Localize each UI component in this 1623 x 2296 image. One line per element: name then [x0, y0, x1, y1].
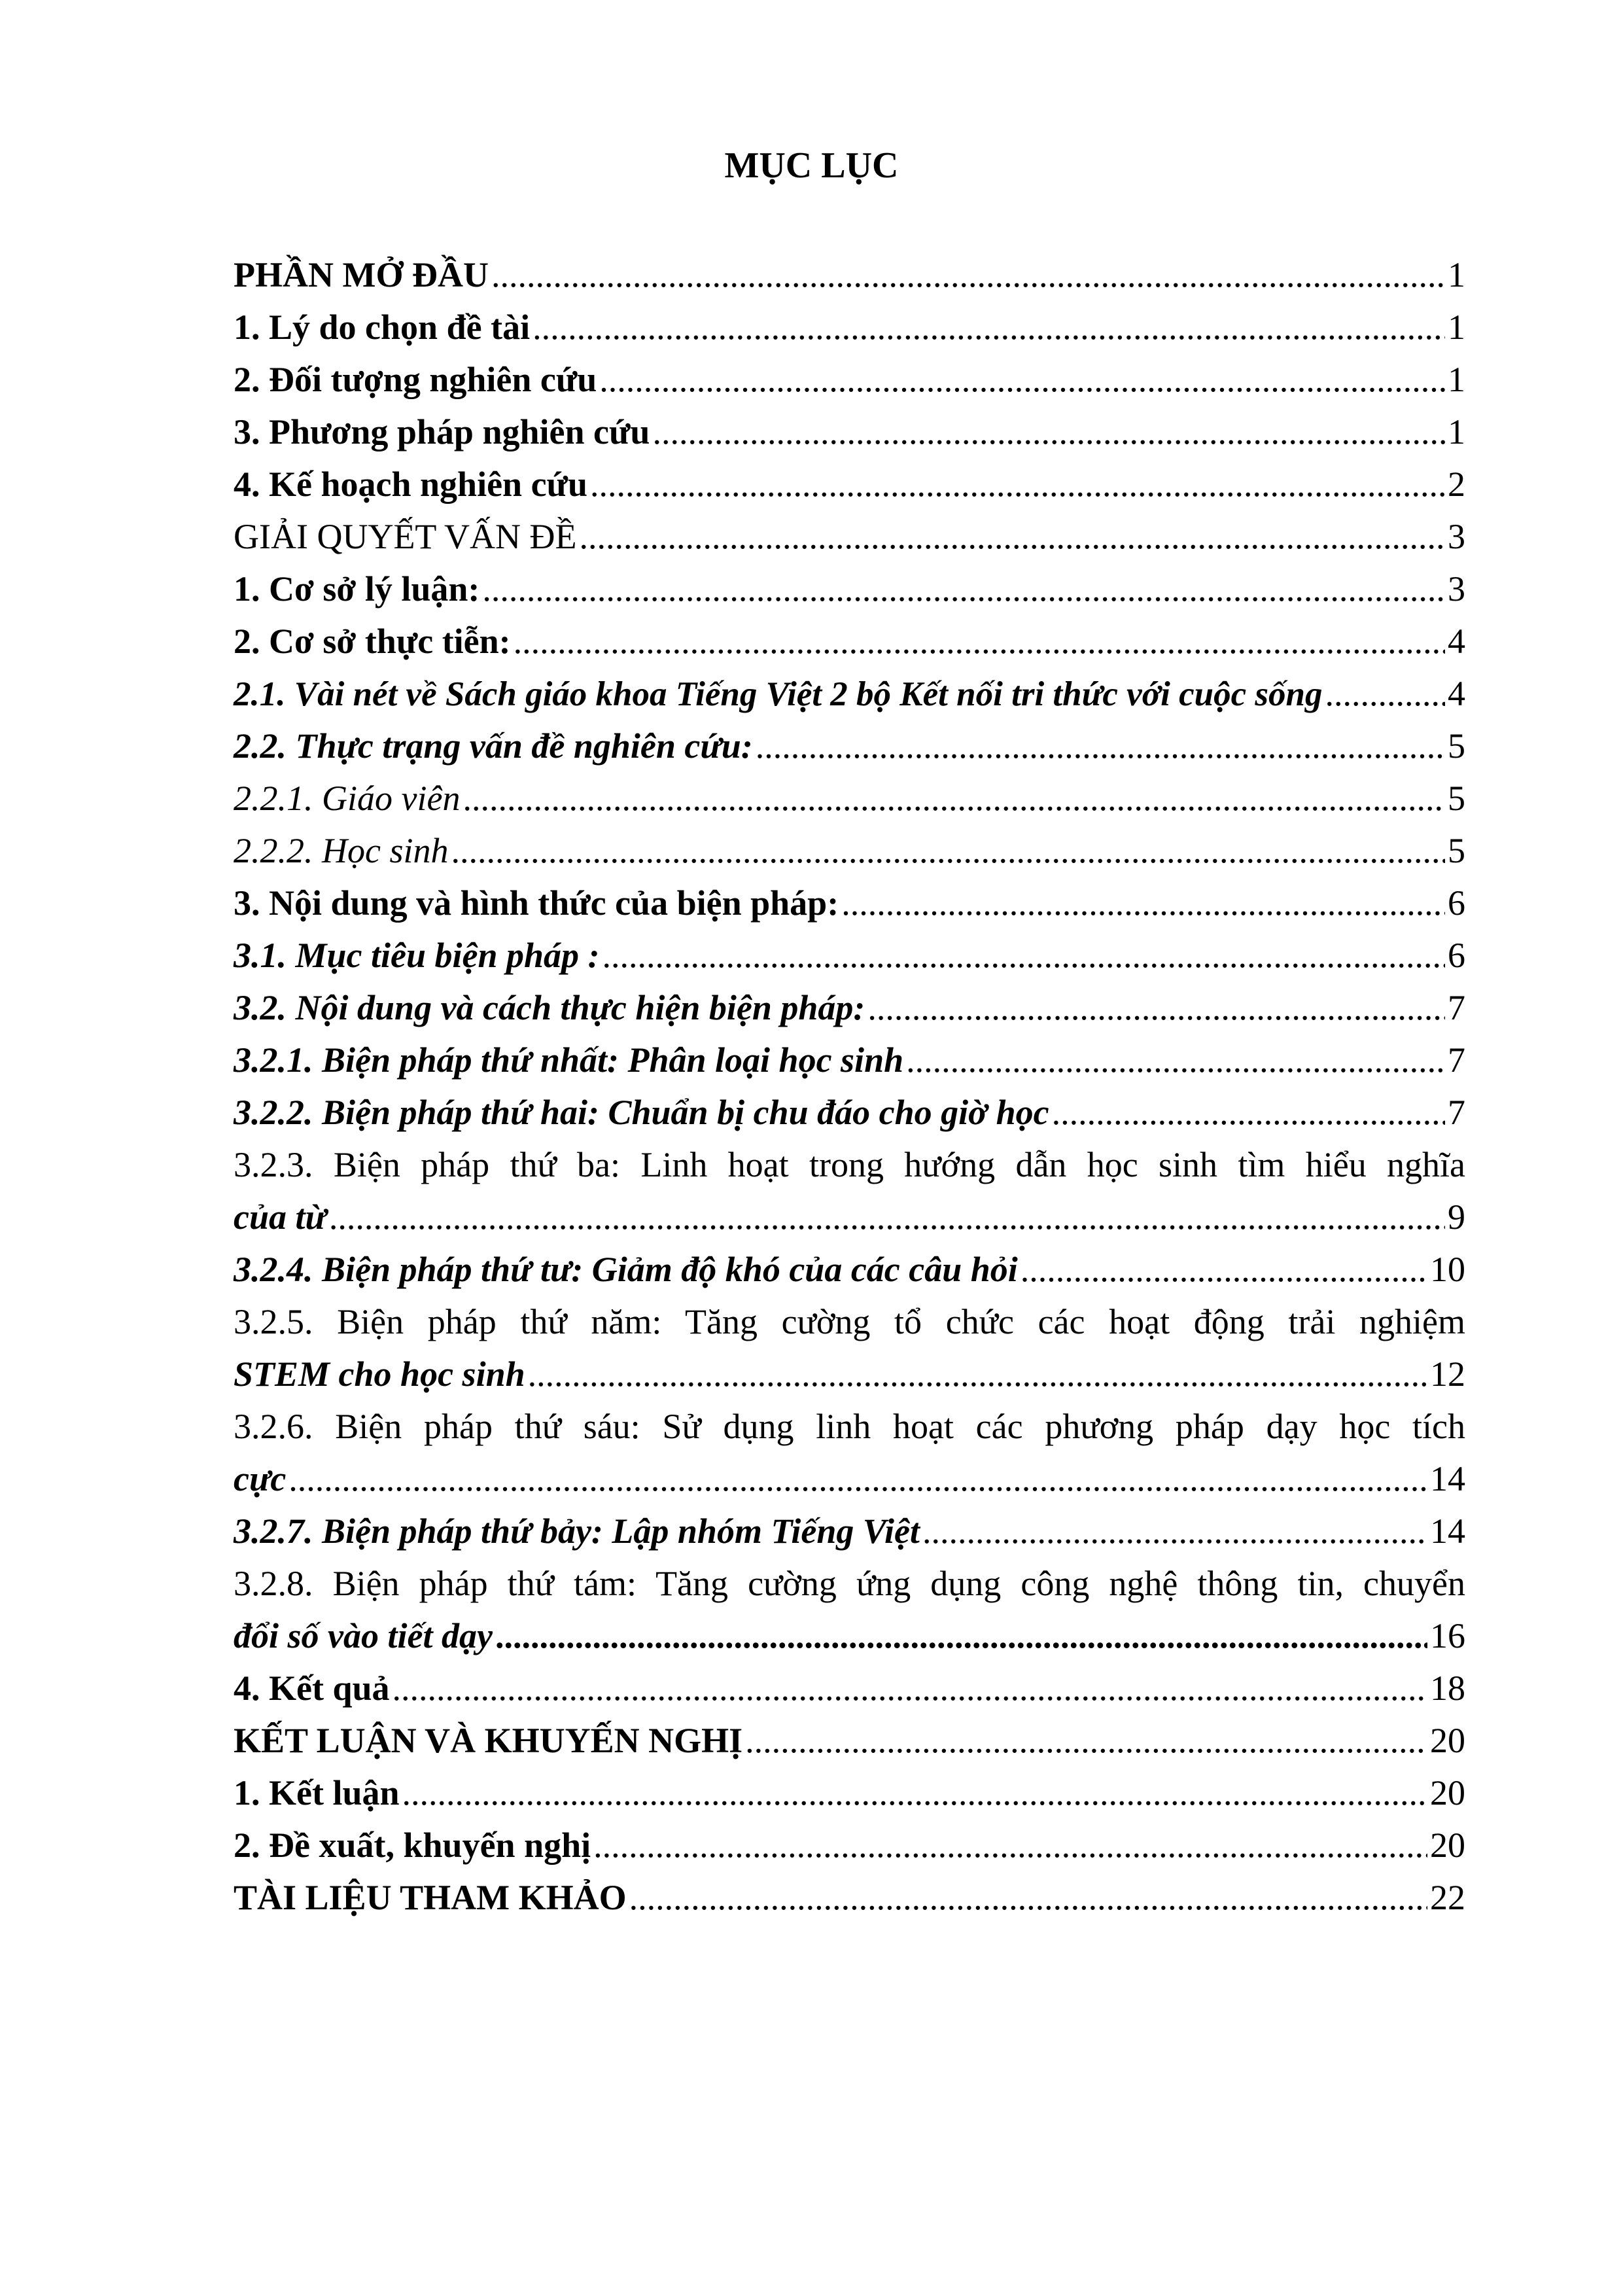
toc-entry-situation[interactable] — [234, 720, 1465, 772]
toc-entry-theory[interactable] — [234, 563, 1465, 615]
toc-page-number: 3 — [1448, 517, 1465, 556]
toc-page-number: 20 — [1430, 1826, 1465, 1865]
toc-page-number: 12 — [1430, 1354, 1465, 1394]
toc-entry-label-line1: 3.2.8. Biện pháp thứ tám: Tăng cường ứng dụng công nghệ thông tin, chuyển — [234, 1564, 1465, 1603]
toc-page-number: 2 — [1448, 465, 1465, 504]
toc-page-number: 14 — [1430, 1459, 1465, 1498]
toc-entry-label: 1. Cơ sở lý luận: — [234, 569, 480, 609]
toc-entry-label: đổi số vào tiết dạy — [234, 1616, 493, 1655]
toc-page-number: 1 — [1448, 360, 1465, 399]
toc-entry-measure-8[interactable] — [234, 1557, 1465, 1662]
toc-entry-label: 3.2.2. Biện pháp thứ hai: Chuẩn bị chu đáo cho giờ học — [234, 1093, 1049, 1132]
dot-leader — [650, 406, 1445, 458]
toc-entry-label-line1: 3.2.6. Biện pháp thứ sáu: Sử dụng linh hoạt các phương pháp dạy học tích — [234, 1407, 1465, 1446]
toc-page-number: 6 — [1448, 936, 1465, 975]
toc-page-number: 5 — [1448, 726, 1465, 766]
dot-leader — [753, 720, 1445, 772]
toc-page-number: 22 — [1430, 1878, 1465, 1917]
toc-entry-label: 4. Kết quả — [234, 1669, 390, 1708]
dot-leader — [627, 1871, 1427, 1924]
toc-entry-label: GIẢI QUYẾT VẤN ĐỀ — [234, 517, 577, 556]
toc-page-number: 5 — [1448, 779, 1465, 818]
table-of-contents — [234, 249, 1465, 1924]
toc-entry-label: 3.2.7. Biện pháp thứ bảy: Lập nhóm Tiếng Việt — [234, 1511, 920, 1551]
toc-entry-label: 3.2.4. Biện pháp thứ tư: Giảm độ khó của các câu hỏi — [234, 1250, 1018, 1289]
dot-leader — [742, 1714, 1427, 1767]
dot-leader — [600, 929, 1445, 981]
toc-page-number: 10 — [1430, 1250, 1465, 1289]
dot-leader — [597, 353, 1445, 406]
dot-leader — [1018, 1243, 1427, 1296]
toc-entry-label: cực — [234, 1459, 287, 1498]
toc-entry-measure-1[interactable] — [234, 1034, 1465, 1086]
toc-entry-goals[interactable] — [234, 929, 1465, 981]
toc-page-number: 4 — [1448, 622, 1465, 661]
toc-entry-label: 2. Cơ sở thực tiễn: — [234, 622, 511, 661]
dot-leader — [530, 301, 1445, 353]
toc-entry-measure-4[interactable] — [234, 1243, 1465, 1296]
toc-page-number: 18 — [1430, 1669, 1465, 1708]
toc-page-number: 1 — [1448, 255, 1465, 294]
toc-page-number: 5 — [1448, 831, 1465, 870]
toc-page-number: 14 — [1430, 1511, 1465, 1551]
toc-entry-label: 2.1. Vài nét về Sách giáo khoa Tiếng Việt 2 bộ Kết nối tri thức với cuộc sống — [234, 675, 1323, 713]
toc-entry-label: 2. Đề xuất, khuyến nghị — [234, 1826, 591, 1865]
toc-entry-subject[interactable] — [234, 353, 1465, 406]
toc-entry-label-line1: 3.2.3. Biện pháp thứ ba: Linh hoạt trong hướng dẫn học sinh tìm hiểu nghĩa — [234, 1145, 1465, 1184]
toc-page-number: 7 — [1448, 988, 1465, 1027]
toc-page-number: 4 — [1448, 674, 1465, 713]
toc-page-number: 20 — [1430, 1773, 1465, 1812]
dot-leader — [525, 1348, 1427, 1400]
toc-entry-method[interactable] — [234, 406, 1465, 458]
toc-entry-label: 2.2.1. Giáo viên — [234, 779, 461, 818]
toc-entry-results[interactable] — [234, 1662, 1465, 1714]
toc-entry-label: 3.1. Mục tiêu biện pháp : — [234, 936, 600, 975]
toc-page-number: 1 — [1448, 308, 1465, 347]
dot-leader — [587, 458, 1445, 510]
toc-entry-references[interactable] — [234, 1871, 1465, 1924]
toc-entry-label: 3.2.1. Biện pháp thứ nhất: Phân loại học sinh — [234, 1040, 904, 1080]
dot-leader — [865, 981, 1445, 1034]
toc-entry-measure-6[interactable] — [234, 1400, 1465, 1505]
toc-entry-label-line1: 3.2.5. Biện pháp thứ năm: Tăng cường tổ chức các hoạt động trải nghiệm — [234, 1302, 1465, 1341]
toc-entry-label: 3. Phương pháp nghiên cứu — [234, 412, 650, 451]
toc-entry-measure-2[interactable] — [234, 1086, 1465, 1139]
toc-entry-measure-7[interactable] — [234, 1505, 1465, 1557]
toc-entry-measures[interactable] — [234, 877, 1465, 929]
toc-entry-plan[interactable] — [234, 458, 1465, 510]
dot-leader — [511, 615, 1445, 667]
toc-entry-solving[interactable] — [234, 510, 1465, 563]
toc-page-number: 16 — [1430, 1616, 1465, 1655]
toc-entry-label: 3.2. Nội dung và cách thực hiện biện pháp: — [234, 988, 865, 1027]
dot-leader — [576, 510, 1445, 563]
toc-entry-label: TÀI LIỆU THAM KHẢO — [234, 1878, 627, 1917]
toc-page-number: 3 — [1448, 569, 1465, 609]
toc-page-number: 9 — [1448, 1197, 1465, 1237]
dot-leader — [839, 877, 1445, 929]
dot-leader — [448, 824, 1445, 877]
toc-entry-practice[interactable] — [234, 615, 1465, 667]
dot-leader — [1322, 667, 1445, 720]
toc-entry-label: 4. Kế hoạch nghiên cứu — [234, 465, 587, 504]
toc-entry-textbook[interactable] — [234, 667, 1465, 720]
toc-entry-students[interactable] — [234, 824, 1465, 877]
toc-entry-conclusion-section[interactable] — [234, 1714, 1465, 1767]
dot-leader — [489, 249, 1445, 301]
toc-entry-reason[interactable] — [234, 301, 1465, 353]
dot-leader — [903, 1034, 1445, 1086]
dot-leader — [326, 1191, 1445, 1243]
toc-entry-label: 2. Đối tượng nghiên cứu — [234, 360, 597, 399]
toc-page-number: 20 — [1430, 1721, 1465, 1760]
toc-page-number: 7 — [1448, 1093, 1465, 1132]
toc-entry-label: 1. Lý do chọn đề tài — [234, 308, 531, 347]
dot-leader — [1049, 1086, 1445, 1139]
dot-leader — [591, 1819, 1427, 1871]
toc-page-number: 1 — [1448, 412, 1465, 451]
dot-leader — [460, 772, 1445, 824]
dot-leader — [286, 1453, 1427, 1505]
toc-entry-label: STEM cho học sinh — [234, 1354, 525, 1394]
toc-entry-introduction[interactable] — [234, 249, 1465, 301]
toc-page-number: 7 — [1448, 1040, 1465, 1080]
page-title: MỤC LỤC — [724, 145, 899, 186]
toc-entry-conclusion[interactable] — [234, 1767, 1465, 1819]
toc-entry-measure-3[interactable] — [234, 1139, 1465, 1243]
toc-entry-teachers[interactable] — [234, 772, 1465, 824]
dot-leader — [493, 1610, 1427, 1662]
dot-leader — [480, 563, 1445, 615]
dot-leader — [920, 1505, 1427, 1557]
toc-entry-implementation[interactable] — [234, 981, 1465, 1034]
toc-entry-measure-5[interactable] — [234, 1296, 1465, 1400]
dot-leader — [390, 1662, 1427, 1714]
dot-leader — [400, 1767, 1427, 1819]
toc-page-number: 6 — [1448, 883, 1465, 923]
toc-entry-label: 2.2. Thực trạng vấn đề nghiên cứu: — [234, 726, 753, 766]
toc-entry-label: 2.2.2. Học sinh — [234, 831, 449, 870]
toc-entry-label: của từ — [234, 1197, 326, 1237]
toc-entry-label: KẾT LUẬN VÀ KHUYẾN NGHỊ — [234, 1721, 743, 1760]
toc-entry-recommendations[interactable] — [234, 1819, 1465, 1871]
toc-entry-label: PHẦN MỞ ĐẦU — [234, 255, 489, 294]
toc-entry-label: 3. Nội dung và hình thức của biện pháp: — [234, 883, 839, 923]
toc-entry-label: 1. Kết luận — [234, 1773, 400, 1812]
